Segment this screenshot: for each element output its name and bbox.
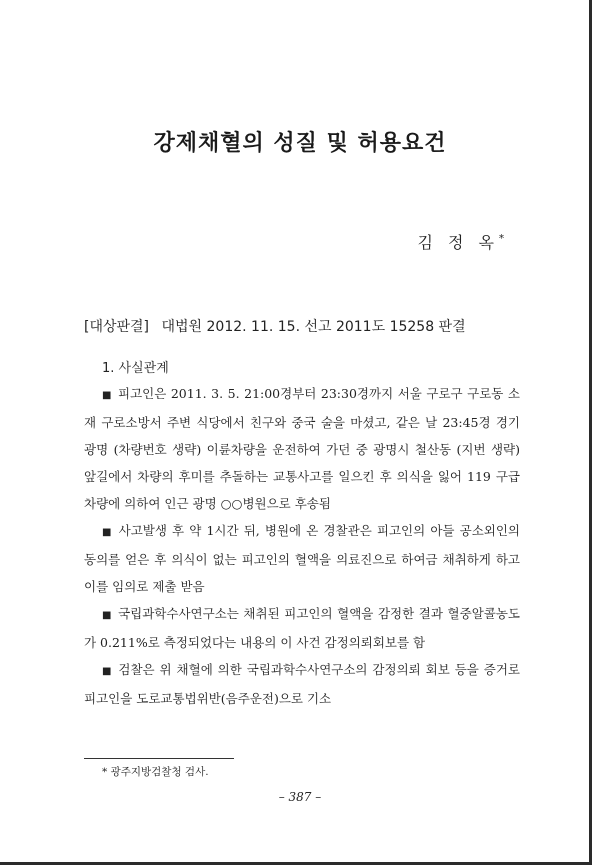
footnote: * 광주지방검찰청 검사. xyxy=(102,766,209,778)
square-bullet-icon: ■ xyxy=(102,527,113,538)
case-reference-tag: [대상판결] xyxy=(84,319,150,335)
author-name-text: 김 정 옥 xyxy=(417,233,499,252)
author-name xyxy=(417,230,504,253)
section-heading: 1. 사실관계 xyxy=(102,361,169,376)
fact-paragraph xyxy=(84,517,520,600)
case-reference xyxy=(84,316,524,336)
paragraph-text: 사고발생 후 약 1시간 뒤, 병원에 온 경찰관은 피고인의 아들 공소외인의 동의를 얻은 후 의식이 없는 피고인의 혈액을 의료진으로 하여금 채취하게 하고 이를 임의로 제출 받음 xyxy=(84,523,521,594)
paragraph-text: 검찰은 위 채혈에 의한 국립과학수사연구소의 감정의뢰 회보 등을 증거로 피고인을 도로교통법위반(음주운전)으로 기소 xyxy=(84,662,521,706)
square-bullet-icon: ■ xyxy=(102,666,113,677)
author-footnote-mark: * xyxy=(499,233,504,245)
footnote-divider xyxy=(84,758,234,759)
square-bullet-icon: ■ xyxy=(102,390,113,401)
fact-paragraph xyxy=(84,600,520,656)
section-body xyxy=(84,380,520,712)
fact-paragraph xyxy=(84,380,520,517)
paragraph-text: 피고인은 2011. 3. 5. 21:00경부터 23:30경까지 서울 구로구 구로동 소재 구로소방서 주변 식당에서 친구와 중국 술을 마셨고, 같은 날 23:45경 경기 광명 (차량번호 생략) 이륜차량을 운전하여 가던 중 광명시 철산동 (지번 생략) 앞길에서 차량의 후미를 추돌하는 교통사고를 일으킨 후 의식을 잃어 119 구급차량에 의하여 인근 광명 ○○병원으로 후송됨 xyxy=(84,386,520,511)
article-title: 강제채혈의 성질 및 허용요건 xyxy=(153,130,447,156)
page-number: – 387 – xyxy=(278,790,322,804)
case-reference-text: 대법원 2012. 11. 15. 선고 2011도 15258 판결 xyxy=(161,319,466,335)
square-bullet-icon: ■ xyxy=(102,610,113,621)
fact-paragraph xyxy=(84,656,520,712)
paragraph-text: 국립과학수사연구소는 채취된 피고인의 혈액을 감정한 결과 혈중알콜농도가 0.211%로 측정되었다는 내용의 이 사건 감정의뢰회보를 함 xyxy=(84,606,520,650)
